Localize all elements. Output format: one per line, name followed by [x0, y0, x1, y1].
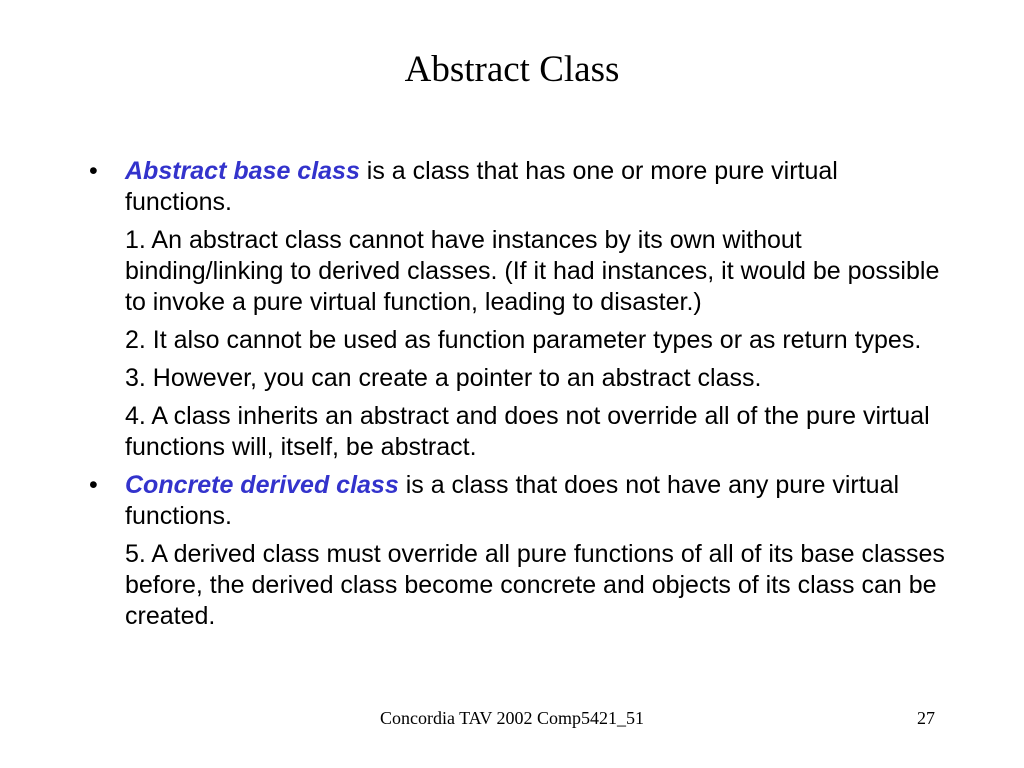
point-5: 5. A derived class must override all pure functions of all of its base classes before, the derived class become concrete and objects of its class can be created. — [125, 540, 945, 630]
bullet-concrete-derived-class — [89, 470, 945, 532]
point-2: 2. It also cannot be used as function parameter types or as return types. — [125, 326, 922, 354]
slide-title: Abstract Class — [404, 49, 620, 90]
bullet-dot-icon: • — [89, 157, 98, 185]
bullet-text: is a class that does not have any pure virtual functions. — [125, 471, 900, 530]
bullet-dot-icon: • — [89, 471, 98, 499]
point-3: 3. However, you can create a pointer to an abstract class. — [125, 364, 762, 392]
point-1: 1. An abstract class cannot have instances by its own without binding/linking to derived classes. (If it had instances, it would be possible to invoke a pure virtual function, leading to disaster.) — [125, 226, 940, 316]
term-concrete-derived-class: Concrete derived class — [125, 471, 399, 499]
bullet-abstract-base-class — [89, 156, 945, 218]
term-abstract-base-class: Abstract base class — [125, 157, 360, 185]
page-number: 27 — [917, 708, 935, 728]
point-4: 4. A class inherits an abstract and does not override all of the pure virtual functions will, itself, be abstract. — [125, 402, 930, 461]
footer-text: Concordia TAV 2002 Comp5421_51 — [379, 708, 645, 728]
bullet-text: is a class that has one or more pure virtual functions. — [125, 157, 838, 216]
slide-body — [0, 156, 1024, 639]
